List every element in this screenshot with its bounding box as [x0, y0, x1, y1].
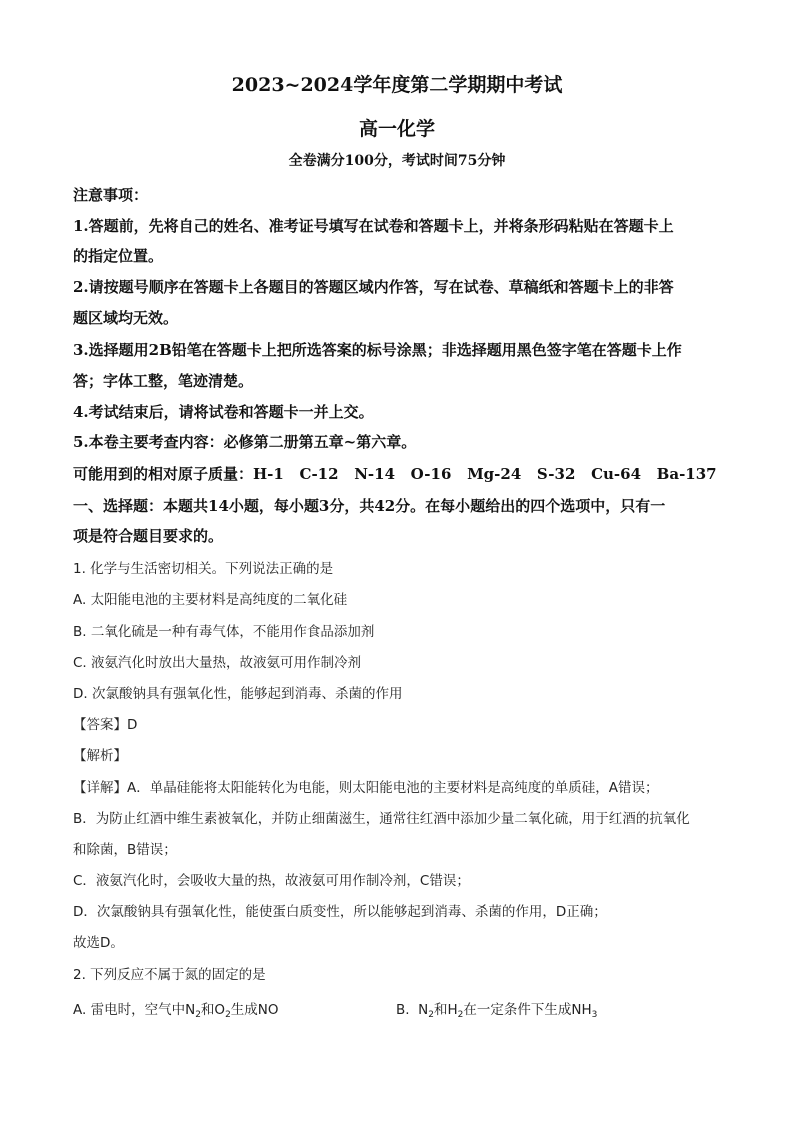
subject-title: 高一化学 [358, 118, 435, 140]
q2-a-sub-2: 2 [225, 1010, 231, 1020]
note-1-line-2: 的指定位置。 [73, 247, 164, 265]
q1-explain-b-line-2: 和除菌，B错误； [73, 842, 177, 858]
q1-analysis-label: 【解析】 [73, 748, 127, 764]
q2-b-text-2: 和H [433, 1002, 458, 1018]
q2-a-text-2: 和O [200, 1002, 226, 1018]
q2-b-sub-1: 2 [428, 1010, 434, 1020]
q1-conclusion: 故选D。 [73, 935, 124, 951]
note-5: 5.本卷主要考查内容：必修第二册第五章~第六章。 [73, 433, 417, 451]
q2-a-text-1: A. 雷电时，空气中N [73, 1002, 196, 1018]
q2-b-sub-2: 2 [457, 1010, 464, 1020]
q2-a-text-3: 生成NO [230, 1002, 279, 1018]
q1-explain-b-line-1: B．为防止红酒中维生素被氧化，并防止细菌滋生，通常往红酒中添加少量二氧化硫，用于红酒的抗氧化 [73, 811, 690, 827]
q2-b-sub-3: 3 [591, 1010, 598, 1020]
section-heading-line-1: 一、选择题：本题共14小题，每小题3分，共42分。在每小题给出的四个选项中，只有一 [73, 497, 666, 515]
q1-option-b: B. 二氧化硫是一种有毒气体，不能用作食品添加剂 [73, 624, 375, 640]
q2-a-sub-1: 2 [195, 1010, 201, 1020]
q1-stem: 1. 化学与生活密切相关。下列说法正确的是 [73, 561, 334, 577]
note-1-line-1: 1.答题前，先将自己的姓名、准考证号填写在试卷和答题卡上，并将条形码粘贴在答题卡上 [73, 217, 674, 235]
q2-b-text-1: B. N [396, 1002, 429, 1018]
section-heading-line-2: 项是符合题目要求的。 [73, 527, 224, 545]
note-2-line-2: 题区域均无效。 [73, 309, 179, 327]
q2-stem: 2. 下列反应不属于氮的固定的是 [73, 967, 266, 983]
q1-explain-a: 【详解】A．单晶硅能将太阳能转化为电能，则太阳能电池的主要材料是高纯度的单质硅，A错误； [73, 780, 659, 796]
note-4: 4.考试结束后，请将试卷和答题卡一并上交。 [73, 403, 374, 421]
atomic-masses: 可能用到的相对原子质量：H-1 C-12 N-14 O-16 Mg-24 S-32 Cu-64 Ba-137 [73, 465, 717, 483]
q1-explain-c: C．液氨汽化时，会吸收大量的热，故液氨可用作制冷剂，C错误； [73, 873, 470, 889]
q1-option-c: C. 液氨汽化时放出大量热，故液氨可用作制冷剂 [73, 655, 362, 671]
q1-option-a: A. 太阳能电池的主要材料是高纯度的二氧化硅 [73, 592, 348, 608]
q1-answer: 【答案】D [73, 717, 138, 733]
q1-explain-d: D．次氯酸钠具有强氧化性，能使蛋白质变性，所以能够起到消毒、杀菌的作用，D正确； [73, 904, 607, 920]
note-3-line-1: 3.选择题用2B铅笔在答题卡上把所选答案的标号涂黑；非选择题用黑色签字笔在答题卡上作 [73, 341, 682, 359]
exam-title: 2023~2024学年度第二学期期中考试 [231, 74, 563, 96]
q2-option-b [396, 998, 597, 1020]
notes-heading: 注意事项： [73, 186, 149, 204]
note-3-line-2: 答；字体工整，笔迹清楚。 [73, 372, 254, 390]
exam-info: 全卷满分100分，考试时间75分钟 [288, 153, 506, 169]
note-2-line-1: 2.请按题号顺序在答题卡上各题目的答题区域内作答，写在试卷、草稿纸和答题卡上的非答 [73, 278, 674, 296]
q2-b-text-3: 在一定条件下生成NH [463, 1002, 592, 1018]
q1-option-d: D. 次氯酸钠具有强氧化性，能够起到消毒、杀菌的作用 [73, 686, 403, 702]
